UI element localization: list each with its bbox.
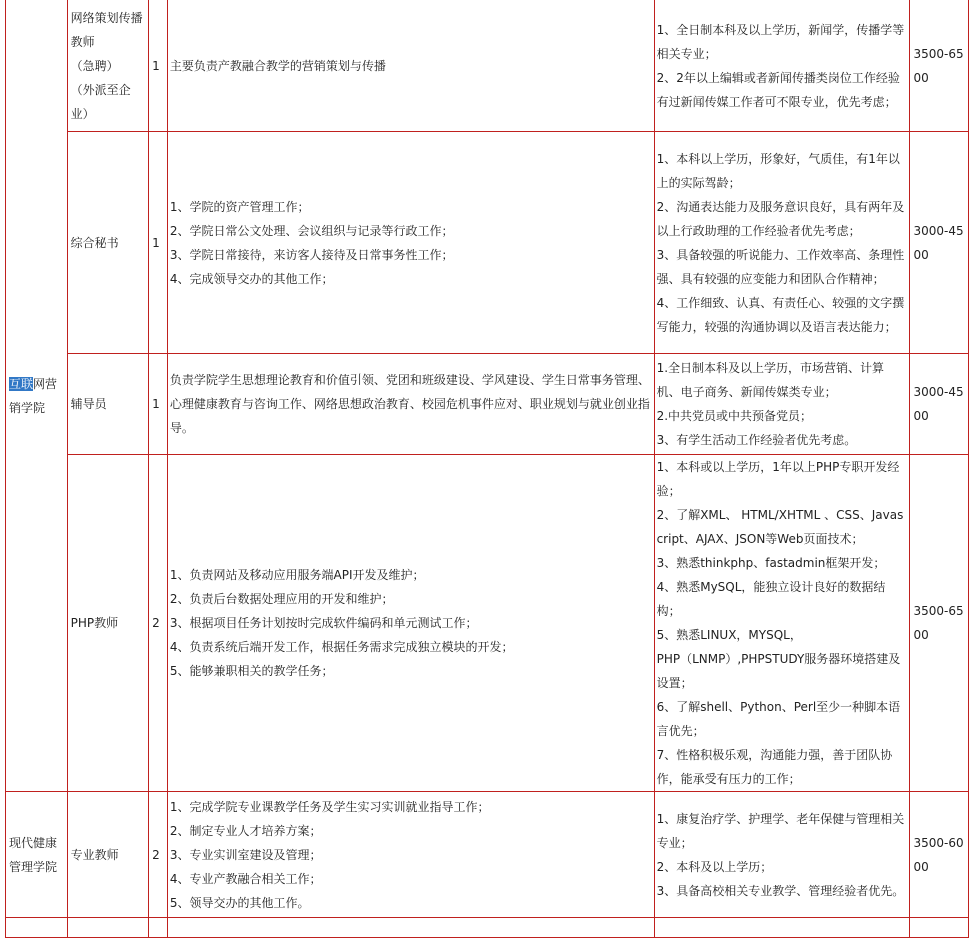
table-row (6, 918, 969, 938)
duty-line: 4、负责系统后端开发工作，根据任务需求完成独立模块的开发； (169, 640, 514, 654)
college-name: 网营销学院 (9, 376, 58, 415)
requirement-line: 4、工作细致、认真、有责任心、较强的文字撰写能力，较强的沟通协调以及语言表达能力； (656, 295, 905, 334)
post-cell (67, 455, 148, 792)
college-cell (6, 792, 68, 918)
requirements-cell (654, 354, 910, 455)
headcount-cell (149, 918, 168, 938)
college-cell (6, 0, 68, 792)
requirement-line: 2、了解XML、 HTML/XHTML 、CSS、Javascript、AJAX、JSON等Web页面技术； (656, 508, 904, 546)
requirement-line: 2.中共党员或中共预备党员； (656, 409, 813, 423)
post-name-line: 辅导员 (70, 397, 107, 411)
duty-line: 2、制定专业人才培养方案； (169, 823, 322, 838)
post-name-line: 教师 (70, 34, 95, 49)
requirement-line: 5、熟悉LINUX，MYSQL， (656, 628, 802, 642)
duty-line: 1、完成学院专业课教学任务及学生实习实训就业指导工作； (169, 799, 490, 814)
post-name-line: 网络策划传播 (70, 10, 143, 25)
requirement-line: 3、具备较强的听说能力、工作效率高、条理性强、具有较强的应变能力和团队合作精神； (656, 247, 905, 286)
recruitment-table (5, 0, 969, 938)
duty-line: 2、负责后台数据处理应用的开发和维护； (169, 592, 394, 606)
college-cell (6, 918, 68, 938)
requirement-line: 3、具备高校相关专业教学、管理经验者优先。 (656, 883, 905, 898)
requirement-line: 2、2年以上编辑或者新闻传播类岗位工作经验有过新闻传媒工作者可不限专业，优先考虑； (656, 70, 900, 109)
post-cell (67, 354, 148, 455)
requirement-line: 2、沟通表达能力及服务意识良好，具有两年及以上行政助理的工作经验者优先考虑； (656, 199, 905, 238)
post-name-line: 业） (70, 106, 95, 121)
duty-line: 1、负责网站及移动应用服务端API开发及维护； (169, 568, 425, 582)
duties-cell (167, 792, 654, 918)
table-row (6, 354, 969, 455)
headcount-cell: 2 (149, 455, 168, 792)
requirement-line: 1、全日制本科及以上学历，新闻学，传播学等相关专业； (656, 22, 905, 61)
duty-line: 5、领导交办的其他工作。 (169, 895, 310, 910)
requirements-cell (654, 455, 910, 792)
requirement-line: 2、本科及以上学历； (656, 859, 773, 874)
requirements-cell (654, 0, 910, 132)
post-name-line: （外派至企 (70, 82, 131, 97)
salary-cell (910, 918, 969, 938)
post-cell (67, 0, 148, 132)
table-row (6, 0, 969, 132)
table-row (6, 455, 969, 792)
requirement-line: 1.全日制本科及以上学历，市场营销、计算机、电子商务、新闻传媒类专业； (656, 361, 885, 399)
duty-line: 5、能够兼职相关的教学任务； (169, 664, 334, 678)
duty-line: 4、专业产教融合相关工作； (169, 871, 322, 886)
salary-cell: 3000-4500 (910, 354, 969, 455)
headcount-cell: 1 (149, 132, 168, 354)
duty-line: 2、学院日常公文处理、会议组织与记录等行政工作； (169, 223, 454, 238)
headcount-cell: 1 (149, 0, 168, 132)
post-cell (67, 132, 148, 354)
requirement-line: 1、康复治疗学、护理学、老年保健与管理相关专业； (656, 811, 905, 850)
requirement-line: 1、本科以上学历，形象好，气质佳，有1年以上的实际驾龄； (656, 151, 900, 190)
duty-line: 负责学院学生思想理论教育和价值引领、党团和班级建设、学风建设、学生日常事务管理、心理健康教育与咨询工作、网络思想政治教育、校园危机事件应对、职业规划与就业创业指导。 (169, 373, 650, 435)
duty-line: 4、完成领导交办的其他工作； (169, 271, 334, 286)
post-cell (67, 918, 148, 938)
post-cell (67, 792, 148, 918)
requirement-line: 4、熟悉MySQL，能独立设计良好的数据结构； (656, 580, 886, 618)
college-name: 现代健康管理学院 (9, 835, 58, 874)
table-row (6, 132, 969, 354)
headcount-cell: 1 (149, 354, 168, 455)
post-name-line: 综合秘书 (70, 235, 119, 250)
requirement-line: 6、了解shell、Python、Perl至少一种脚本语言优先； (656, 700, 901, 738)
requirement-line: 3、熟悉thinkphp、fastadmin框架开发； (656, 556, 886, 570)
duties-cell (167, 132, 654, 354)
duty-line: 3、根据项目任务计划按时完成软件编码和单元测试工作； (169, 616, 478, 630)
requirement-line: 3、有学生活动工作经验者优先考虑。 (656, 433, 857, 447)
duties-cell (167, 455, 654, 792)
requirement-line: 7、性格积极乐观，沟通能力强，善于团队协作，能承受有压力的工作； (656, 748, 893, 786)
requirement-line: PHP（LNMP）,PHPSTUDY服务器环境搭建及设置； (656, 652, 901, 690)
duty-line: 1、学院的资产管理工作； (169, 199, 310, 214)
requirements-cell (654, 918, 910, 938)
salary-cell: 3500-6500 (910, 455, 969, 792)
post-name-line: 专业教师 (70, 847, 119, 862)
duties-cell (167, 918, 654, 938)
duties-cell (167, 0, 654, 132)
duties-cell (167, 354, 654, 455)
salary-cell: 3500-6500 (910, 0, 969, 132)
duty-line: 3、学院日常接待，来访客人接待及日常事务性工作； (169, 247, 454, 262)
headcount-cell: 2 (149, 792, 168, 918)
table-row (6, 792, 969, 918)
salary-cell: 3000-4500 (910, 132, 969, 354)
duty-line: 主要负责产教融合教学的营销策划与传播 (169, 58, 386, 73)
requirements-cell (654, 792, 910, 918)
requirement-line: 1、本科或以上学历，1年以上PHP专职开发经验； (656, 460, 900, 498)
salary-cell: 3500-6000 (910, 792, 969, 918)
college-name-highlight: 互联 (9, 376, 34, 391)
duty-line: 3、专业实训室建设及管理； (169, 847, 322, 862)
requirements-cell (654, 132, 910, 354)
post-name-line: PHP教师 (70, 616, 119, 630)
post-name-line: （急聘） (70, 58, 119, 73)
